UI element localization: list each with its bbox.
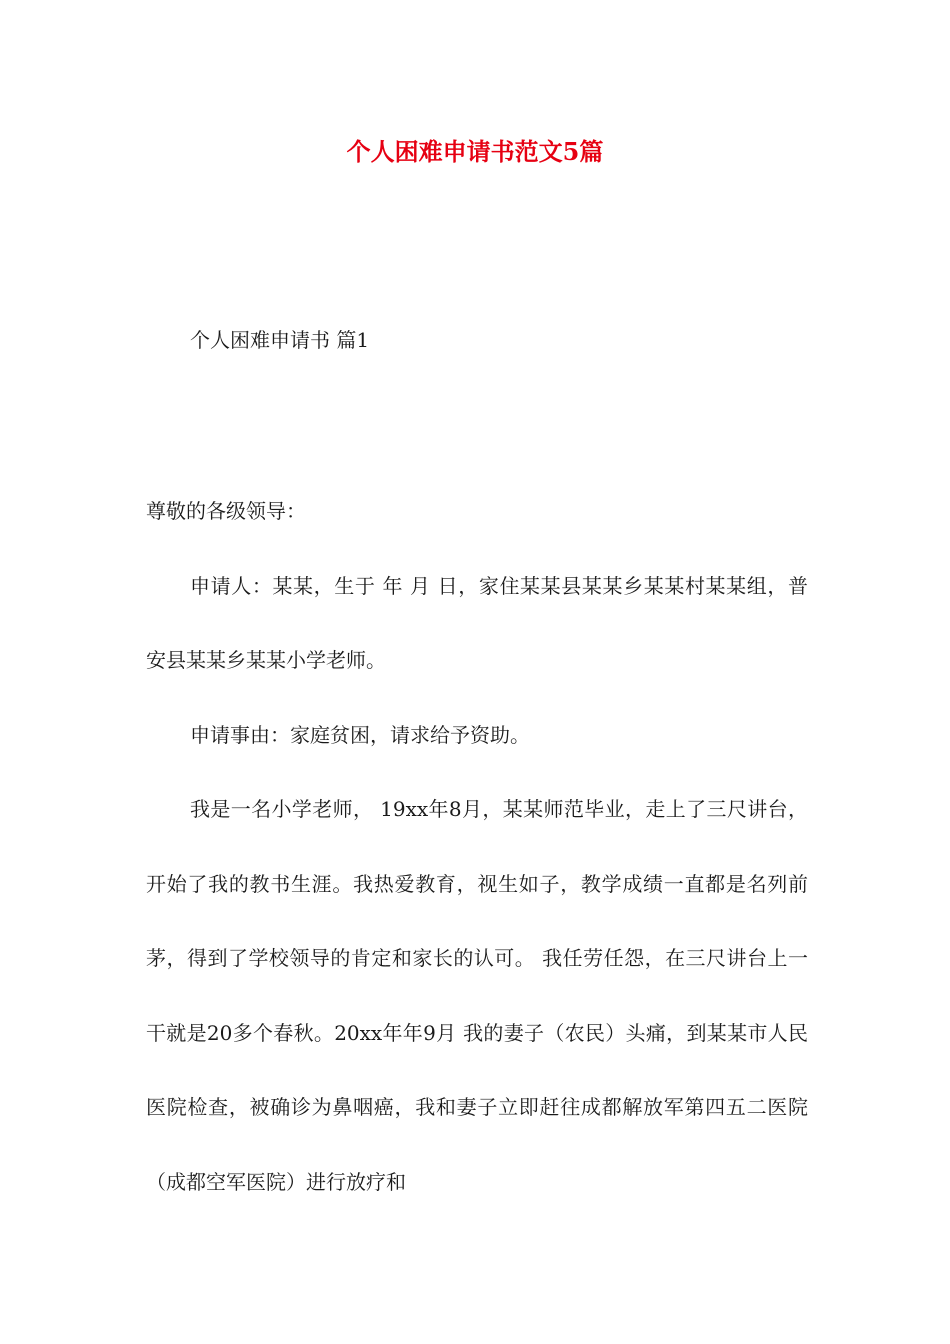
document-body — [146, 474, 808, 1219]
paragraph-applicant: 申请人：某某，生于 年 月 日，家住某某县某某乡某某村某某组，普安县某某乡某某小学老师。 — [146, 573, 808, 672]
paragraph-reason: 申请事由：家庭贫困，请求给予资助。 — [190, 722, 530, 747]
section-heading: 个人困难申请书 篇1 — [190, 328, 370, 352]
salutation: 尊敬的各级领导： — [146, 499, 306, 523]
paragraph-story: 我是一名小学老师， 19xx年8月，某某师范毕业，走上了三尺讲台，开始了我的教书生涯。我热爱教育，视生如子，教学成绩一直都是名列前茅，得到了学校领导的肯定和家长的认可。 我任劳任怨，在三尺讲台上一干就是20多个春秋。20xx年年9月 我的妻子（农民）头痛，到某某市人民医院检查，被确诊为鼻咽癌，我和妻子立即赶往成都解放军第四五二医院（成都空军医院）进行放疗和 — [146, 797, 808, 1194]
document-title: 个人困难申请书范文5篇 — [346, 137, 604, 166]
